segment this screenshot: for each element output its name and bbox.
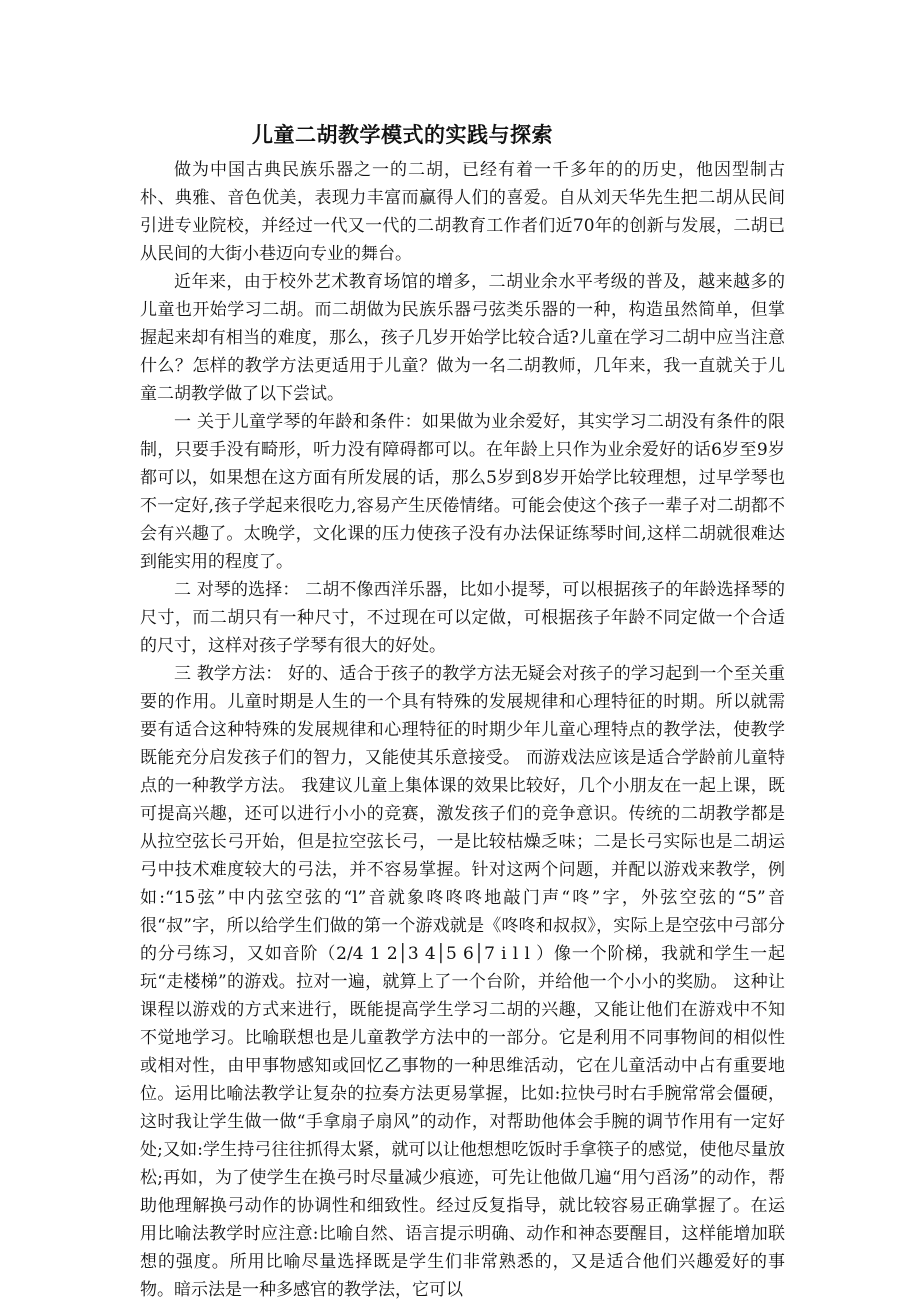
- paragraph-section-instrument: 二 对琴的选择： 二胡不像西洋乐器，比如小提琴，可以根据孩子的年龄选择琴的尺寸，而二胡只有一种尺寸，不过现在可以定做，可根据孩子年龄不同定做一个合适的尺寸，这样对孩子学琴有很大的好处。: [140, 580, 785, 656]
- paragraph-section-method: 三 教学方法： 好的、适合于孩子的教学方法无疑会对孩子的学习起到一个至关重要的作用。儿童时期是人生的一个具有特殊的发展规律和心理特征的时期。所以就需要有适合这种特殊的发展规律和心理特征的时期少年儿童心理特点的教学法，使教学既能充分启发孩子们的智力，又能使其乐意接受。 而游戏法应该是适合学龄前儿童特点的一种教学方法。 我建议儿童上集体课的效果比较好，几个小朋友在一起上课，既可提高兴趣，还可以进行小小的竞赛，激发孩子们的竞争意识。传统的二胡教学都是从拉空弦长弓开始，但是拉空弦长弓，一是比较枯燥乏味；二是长弓实际也是二胡运弓中技术难度较大的弓法，并不容易掌握。针对这两个问题，并配以游戏来教学，例如:“15弦”中内弦空弦的“l”音就象咚咚咚地敲门声“咚”字，外弦空弦的“5”音很“叔”字，所以给学生们做的第一个游戏就是《咚咚和叔叔》，实际上是空弦中弓部分的分弓练习，又如音阶（2/4 1 2│3 4│5 6│7 i l l ）像一个阶梯，我就和学生一起玩“走楼梯”的游戏。拉对一遍，就算上了一个台阶，并给他一个小小的奖励。 这种让课程以游戏的方式来进行，既能提高学生学习二胡的兴趣，又能让他们在游戏中不知不觉地学习。比喻联想也是儿童教学方法中的一部分。它是利用不同事物间的相似性或相对性，由甲事物感知或回忆乙事物的一种思维活动，它在儿童活动中占有重要地位。运用比喻法教学让复杂的拉奏方法更易掌握，比如:拉快弓时右手腕常常会僵硬，这时我让学生做一做“手拿扇子扇风”的动作，对帮助他体会手腕的调节作用有一定好处;又如:学生持弓往往抓得太紧，就可以让他想想吃饭时手拿筷子的感觉，使他尽量放松;再如，为了使学生在换弓时尽量减少痕迹，可先让他做几遍“用勺舀汤”的动作，帮助他理解换弓动作的协调性和细致性。经过反复指导，就比较容易正确掌握了。在运用比喻法教学时应注意:比喻自然、语言提示明确、动作和神态要醒目，这样能增加联想的强度。所用比喻尽量选择既是学生们非常熟悉的，又是适合他们兴趣爱好的事物。暗示法是一种多感官的教学法，它可以: [140, 664, 785, 1300]
- paragraph-section-age: 一 关于儿童学琴的年龄和条件：如果做为业余爱好，其实学习二胡没有条件的限制，只要手没有畸形，听力没有障碍都可以。在年龄上只作为业余爱好的话6岁至9岁都可以，如果想在这方面有所发展的话，那么5岁到8岁开始学比较理想，过早学琴也不一定好,孩子学起来很吃力,容易产生厌倦情绪。可能会使这个孩子一辈子对二胡都不会有兴趣了。太晚学，文化课的压力使孩子没有办法保证练琴时间,这样二胡就很难达到能实用的程度了。: [140, 412, 785, 572]
- paragraph-intro: 做为中国古典民族乐器之一的二胡，已经有着一千多年的的历史，他因型制古朴、典雅、音色优美，表现力丰富而赢得人们的喜爱。自从刘天华先生把二胡从民间引进专业院校，并经过一代又一代的二胡教育工作者们近70年的创新与发展，二胡已从民间的大街小巷迈向专业的舞台。: [140, 160, 785, 264]
- paragraph-background: 近年来，由于校外艺术教育场馆的增多，二胡业余水平考级的普及，越来越多的儿童也开始学习二胡。而二胡做为民族乐器弓弦类乐器的一种，构造虽然简单，但掌握起来却有相当的难度，那么，孩子几岁开始学比较合适?儿童在学习二胡中应当注意什么？怎样的教学方法更适用于儿童？做为一名二胡教师，几年来，我一直就关于儿童二胡教学做了以下尝试。: [140, 272, 785, 404]
- document-title: 儿童二胡教学模式的实践与探索: [252, 123, 553, 147]
